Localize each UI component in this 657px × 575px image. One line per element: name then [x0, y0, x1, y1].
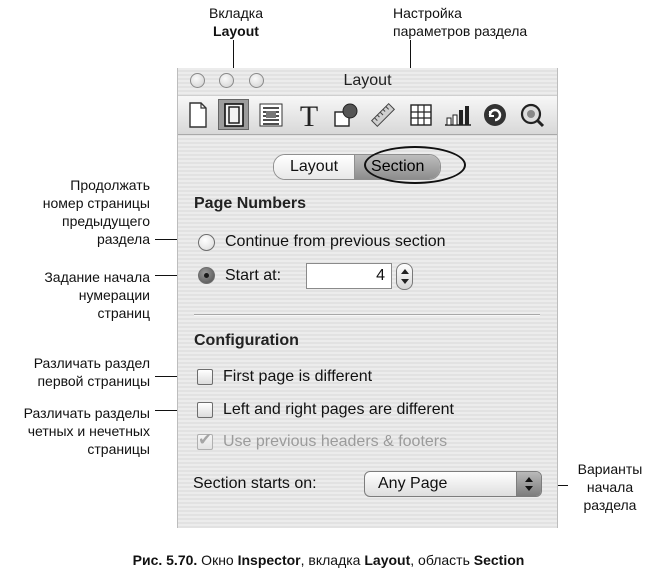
continue-label: Continue from previous section	[225, 233, 446, 250]
chart-inspector-button[interactable]	[442, 99, 473, 130]
magnifier-icon	[519, 102, 545, 128]
use-previous-checkbox[interactable]	[197, 430, 213, 450]
annotation-layout-tab: Вкладка Layout	[209, 5, 263, 39]
text-icon	[296, 101, 322, 129]
quicktime-inspector-button[interactable]	[516, 99, 547, 130]
section-starts-value: Any Page	[378, 475, 448, 492]
link-icon	[482, 102, 508, 128]
start-at-radio[interactable]	[198, 267, 215, 284]
stepper-up-arrow-icon[interactable]	[401, 269, 409, 274]
start-at-stepper[interactable]	[396, 263, 413, 290]
hyperlink-inspector-button[interactable]	[479, 99, 510, 130]
start-at-input[interactable]	[306, 263, 392, 289]
ruler-icon	[370, 102, 396, 128]
left-right-checkbox[interactable]	[197, 402, 213, 418]
annotation-first-page: Различать раздел первой страницы	[33, 355, 150, 389]
chart-icon	[444, 103, 472, 127]
configuration-heading: Configuration	[194, 332, 299, 349]
start-at-label: Start at:	[225, 267, 282, 284]
first-page-checkbox[interactable]	[197, 369, 213, 385]
title-bar	[178, 68, 557, 95]
continue-radio[interactable]	[198, 234, 215, 251]
layout-inspector-button[interactable]	[218, 99, 249, 130]
tab-layout[interactable]: Layout	[274, 155, 355, 179]
popup-arrows-icon	[516, 472, 541, 496]
left-right-label: Left and right pages are different	[223, 401, 454, 418]
document-inspector-button[interactable]	[182, 99, 213, 130]
section-divider	[194, 314, 540, 316]
use-previous-label: Use previous headers & footers	[223, 433, 448, 450]
shapes-icon	[333, 102, 359, 128]
annotation-continue: Продолжать номер страницы предыдущего раздела	[42, 177, 150, 247]
section-starts-popup[interactable]	[364, 471, 542, 497]
first-page-label: First page is different	[223, 368, 373, 385]
page-numbers-heading: Page Numbers	[194, 195, 307, 212]
annotation-section-settings: Настройка параметров раздела	[393, 5, 528, 39]
metrics-inspector-button[interactable]	[367, 99, 398, 130]
checkmark-icon: ✔	[198, 430, 213, 449]
graphic-inspector-button[interactable]	[330, 99, 361, 130]
annotation-left-right: Различать разделы четных и нечетных страницы	[23, 405, 150, 457]
section-tab-highlight	[364, 146, 466, 184]
table-icon	[409, 103, 433, 127]
annotation-variants: Варианты начала раздела	[577, 461, 643, 513]
inspector-window	[177, 68, 558, 528]
layout-icon	[223, 103, 245, 127]
annotation-start-at: Задание начала нумерации страниц	[44, 269, 150, 321]
section-starts-label: Section starts on:	[193, 475, 317, 492]
wrap-icon	[259, 103, 283, 127]
document-icon	[187, 102, 209, 128]
svg-text:T: T	[299, 100, 318, 129]
figure-caption: Рис. 5.70. Окно Inspector, вкладка Layout, область Section	[132, 552, 525, 568]
inspector-toolbar	[178, 95, 557, 135]
text-inspector-button[interactable]	[293, 99, 324, 130]
tab-section[interactable]: Section	[355, 155, 440, 179]
table-inspector-button[interactable]	[405, 99, 436, 130]
stepper-down-arrow-icon[interactable]	[401, 279, 409, 284]
wrap-inspector-button[interactable]	[255, 99, 286, 130]
window-title: Layout	[343, 72, 392, 89]
